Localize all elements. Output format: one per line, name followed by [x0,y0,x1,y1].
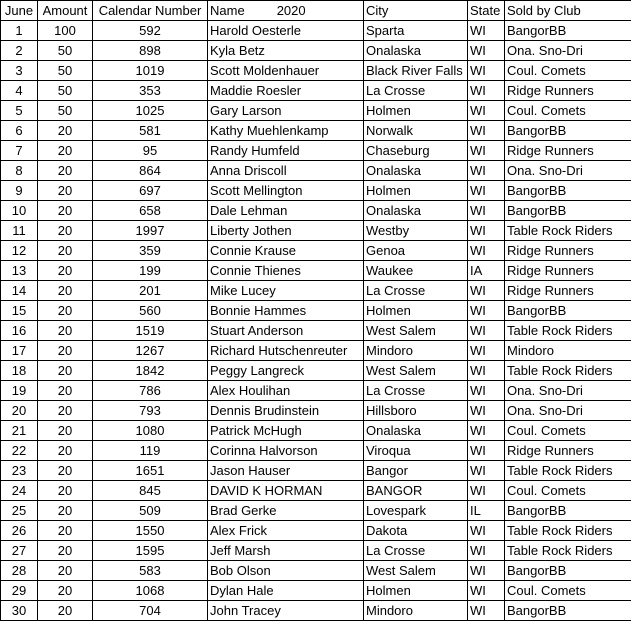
cell-name: Liberty Jothen [208,221,364,241]
cell-amount: 50 [38,41,93,61]
header-city: City [364,1,468,21]
table-row [1,181,631,201]
cell-state: WI [468,141,505,161]
cell-state: WI [468,181,505,201]
cell-city: Onalaska [364,201,468,221]
cell-club: Ridge Runners [505,281,631,301]
table-row [1,121,631,141]
cell-club: BangorBB [505,501,631,521]
cell-june: 22 [1,441,38,461]
table-row [1,361,631,381]
cell-club: Ridge Runners [505,261,631,281]
cell-june: 8 [1,161,38,181]
cell-june: 14 [1,281,38,301]
table-row [1,101,631,121]
cell-city: Holmen [364,181,468,201]
cell-calendar-number: 353 [93,81,208,101]
cell-city: BANGOR [364,481,468,501]
cell-club: Ridge Runners [505,241,631,261]
header-name-label: Name [210,3,245,18]
table-row [1,141,631,161]
cell-club: Table Rock Riders [505,221,631,241]
cell-calendar-number: 1595 [93,541,208,561]
header-calendar-number: Calendar Number [93,1,208,21]
cell-name: Patrick McHugh [208,421,364,441]
cell-club: Ridge Runners [505,141,631,161]
cell-club: Coul. Comets [505,581,631,601]
table-row [1,541,631,561]
cell-name: Stuart Anderson [208,321,364,341]
cell-calendar-number: 583 [93,561,208,581]
cell-june: 26 [1,521,38,541]
cell-june: 15 [1,301,38,321]
cell-amount: 20 [38,201,93,221]
cell-club: BangorBB [505,21,631,41]
cell-calendar-number: 359 [93,241,208,261]
cell-calendar-number: 786 [93,381,208,401]
cell-june: 9 [1,181,38,201]
cell-name: Scott Moldenhauer [208,61,364,81]
cell-city: Hillsboro [364,401,468,421]
cell-club: Coul. Comets [505,481,631,501]
cell-city: Westby [364,221,468,241]
cell-june: 6 [1,121,38,141]
table-row [1,381,631,401]
cell-calendar-number: 793 [93,401,208,421]
cell-club: BangorBB [505,301,631,321]
cell-june: 7 [1,141,38,161]
cell-amount: 50 [38,61,93,81]
cell-june: 17 [1,341,38,361]
cell-june: 5 [1,101,38,121]
cell-club: Coul. Comets [505,61,631,81]
cell-amount: 20 [38,241,93,261]
cell-city: West Salem [364,361,468,381]
cell-calendar-number: 560 [93,301,208,321]
cell-club: BangorBB [505,201,631,221]
cell-calendar-number: 1519 [93,321,208,341]
header-state: State [468,1,505,21]
cell-city: Viroqua [364,441,468,461]
cell-club: Ridge Runners [505,81,631,101]
cell-amount: 20 [38,361,93,381]
table-row [1,261,631,281]
cell-calendar-number: 199 [93,261,208,281]
cell-city: Black River Falls [364,61,468,81]
table-row [1,81,631,101]
cell-city: West Salem [364,321,468,341]
cell-name: Bonnie Hammes [208,301,364,321]
table-row [1,461,631,481]
cell-state: WI [468,321,505,341]
cell-city: Dakota [364,521,468,541]
cell-city: La Crosse [364,381,468,401]
cell-state: WI [468,201,505,221]
cell-june: 25 [1,501,38,521]
cell-june: 16 [1,321,38,341]
cell-club: Ona. Sno-Dri [505,41,631,61]
cell-calendar-number: 898 [93,41,208,61]
cell-june: 20 [1,401,38,421]
cell-calendar-number: 697 [93,181,208,201]
cell-city: Chaseburg [364,141,468,161]
cell-state: WI [468,361,505,381]
cell-calendar-number: 581 [93,121,208,141]
cell-state: WI [468,601,505,621]
cell-calendar-number: 845 [93,481,208,501]
cell-city: West Salem [364,561,468,581]
cell-calendar-number: 864 [93,161,208,181]
cell-amount: 20 [38,401,93,421]
cell-club: BangorBB [505,121,631,141]
cell-june: 23 [1,461,38,481]
cell-calendar-number: 1080 [93,421,208,441]
cell-calendar-number: 658 [93,201,208,221]
cell-city: Holmen [364,301,468,321]
cell-june: 18 [1,361,38,381]
cell-name: Gary Larson [208,101,364,121]
cell-state: WI [468,61,505,81]
cell-amount: 50 [38,101,93,121]
cell-amount: 20 [38,281,93,301]
cell-state: WI [468,101,505,121]
cell-city: Mindoro [364,341,468,361]
cell-name: John Tracey [208,601,364,621]
cell-calendar-number: 119 [93,441,208,461]
table-row [1,521,631,541]
cell-state: WI [468,81,505,101]
cell-amount: 20 [38,441,93,461]
cell-june: 24 [1,481,38,501]
table-row [1,161,631,181]
cell-state: WI [468,541,505,561]
cell-state: WI [468,561,505,581]
cell-state: IL [468,501,505,521]
cell-club: Table Rock Riders [505,541,631,561]
cell-city: La Crosse [364,81,468,101]
cell-club: Ona. Sno-Dri [505,401,631,421]
cell-amount: 20 [38,221,93,241]
cell-city: Lovespark [364,501,468,521]
cell-club: Table Rock Riders [505,521,631,541]
header-club: Sold by Club [505,1,631,21]
cell-name: Kathy Muehlenkamp [208,121,364,141]
cell-calendar-number: 509 [93,501,208,521]
cell-state: WI [468,381,505,401]
header-name [208,1,364,21]
cell-amount: 20 [38,321,93,341]
cell-calendar-number: 1997 [93,221,208,241]
cell-club: Coul. Comets [505,421,631,441]
table-row [1,301,631,321]
cell-state: WI [468,281,505,301]
cell-club: BangorBB [505,561,631,581]
cell-name: Alex Frick [208,521,364,541]
cell-name: Peggy Langreck [208,361,364,381]
cell-calendar-number: 201 [93,281,208,301]
cell-calendar-number: 1550 [93,521,208,541]
cell-june: 11 [1,221,38,241]
cell-club: BangorBB [505,181,631,201]
cell-june: 1 [1,21,38,41]
table-row [1,221,631,241]
cell-name: Dennis Brudinstein [208,401,364,421]
cell-club: Mindoro [505,341,631,361]
cell-name: Connie Thienes [208,261,364,281]
cell-calendar-number: 95 [93,141,208,161]
cell-city: Genoa [364,241,468,261]
cell-name: Harold Oesterle [208,21,364,41]
cell-state: WI [468,161,505,181]
table-row [1,501,631,521]
cell-club: Coul. Comets [505,101,631,121]
cell-june: 4 [1,81,38,101]
cell-club: Table Rock Riders [505,321,631,341]
cell-club: Ona. Sno-Dri [505,381,631,401]
cell-state: WI [468,221,505,241]
cell-amount: 20 [38,161,93,181]
cell-city: Sparta [364,21,468,41]
cell-name: Anna Driscoll [208,161,364,181]
table-row [1,421,631,441]
header-row [1,1,631,21]
cell-state: WI [468,421,505,441]
header-june: June [1,1,38,21]
cell-amount: 100 [38,21,93,41]
cell-june: 21 [1,421,38,441]
header-amount: Amount [38,1,93,21]
cell-state: WI [468,241,505,261]
cell-state: WI [468,441,505,461]
cell-june: 28 [1,561,38,581]
cell-city: La Crosse [364,541,468,561]
cell-amount: 20 [38,481,93,501]
cell-name: Brad Gerke [208,501,364,521]
cell-state: WI [468,481,505,501]
cell-name: Corinna Halvorson [208,441,364,461]
cell-calendar-number: 704 [93,601,208,621]
cell-amount: 20 [38,561,93,581]
table-row [1,481,631,501]
cell-amount: 20 [38,521,93,541]
cell-amount: 20 [38,381,93,401]
cell-calendar-number: 1019 [93,61,208,81]
cell-name: Kyla Betz [208,41,364,61]
table-row [1,581,631,601]
cell-name: Alex Houlihan [208,381,364,401]
cell-club: Ona. Sno-Dri [505,161,631,181]
cell-june: 27 [1,541,38,561]
cell-name: Dylan Hale [208,581,364,601]
cell-state: WI [468,461,505,481]
cell-state: WI [468,521,505,541]
cell-amount: 20 [38,601,93,621]
cell-city: Onalaska [364,161,468,181]
table-row [1,61,631,81]
cell-amount: 20 [38,581,93,601]
cell-june: 30 [1,601,38,621]
cell-calendar-number: 592 [93,21,208,41]
cell-june: 2 [1,41,38,61]
cell-club: BangorBB [505,601,631,621]
cell-amount: 20 [38,341,93,361]
cell-name: Bob Olson [208,561,364,581]
cell-city: Waukee [364,261,468,281]
cell-amount: 20 [38,121,93,141]
cell-city: Onalaska [364,41,468,61]
cell-club: Ridge Runners [505,441,631,461]
cell-state: WI [468,341,505,361]
cell-amount: 20 [38,541,93,561]
cell-club: Table Rock Riders [505,461,631,481]
cell-city: Bangor [364,461,468,481]
cell-amount: 50 [38,81,93,101]
cell-city: Holmen [364,581,468,601]
cell-city: La Crosse [364,281,468,301]
cell-state: WI [468,401,505,421]
cell-june: 13 [1,261,38,281]
cell-state: WI [468,301,505,321]
table-row [1,241,631,261]
cell-calendar-number: 1651 [93,461,208,481]
header-year: 2020 [277,1,306,20]
cell-amount: 20 [38,301,93,321]
cell-name: Connie Krause [208,241,364,261]
cell-state: WI [468,581,505,601]
cell-amount: 20 [38,461,93,481]
cell-june: 12 [1,241,38,261]
cell-amount: 20 [38,421,93,441]
cell-amount: 20 [38,501,93,521]
cell-state: WI [468,21,505,41]
table-row [1,561,631,581]
cell-state: WI [468,41,505,61]
cell-calendar-number: 1068 [93,581,208,601]
cell-club: Table Rock Riders [505,361,631,381]
cell-name: Jason Hauser [208,461,364,481]
cell-name: Jeff Marsh [208,541,364,561]
cell-amount: 20 [38,261,93,281]
cell-june: 19 [1,381,38,401]
cell-city: Holmen [364,101,468,121]
table-row [1,41,631,61]
cell-june: 3 [1,61,38,81]
table-row [1,321,631,341]
cell-june: 10 [1,201,38,221]
cell-name: Scott Mellington [208,181,364,201]
cell-city: Norwalk [364,121,468,141]
cell-city: Mindoro [364,601,468,621]
cell-amount: 20 [38,141,93,161]
cell-name: DAVID K HORMAN [208,481,364,501]
cell-name: Randy Humfeld [208,141,364,161]
table-row [1,441,631,461]
table-row [1,401,631,421]
cell-name: Dale Lehman [208,201,364,221]
table-row [1,601,631,621]
cell-city: Onalaska [364,421,468,441]
table-row [1,21,631,41]
table-row [1,281,631,301]
cell-june: 29 [1,581,38,601]
cell-state: IA [468,261,505,281]
cell-calendar-number: 1025 [93,101,208,121]
cell-state: WI [468,121,505,141]
table-row [1,341,631,361]
cell-amount: 20 [38,181,93,201]
table-row [1,201,631,221]
cell-name: Richard Hutschenreuter [208,341,364,361]
cell-name: Maddie Roesler [208,81,364,101]
cell-calendar-number: 1267 [93,341,208,361]
cell-name: Mike Lucey [208,281,364,301]
cell-calendar-number: 1842 [93,361,208,381]
